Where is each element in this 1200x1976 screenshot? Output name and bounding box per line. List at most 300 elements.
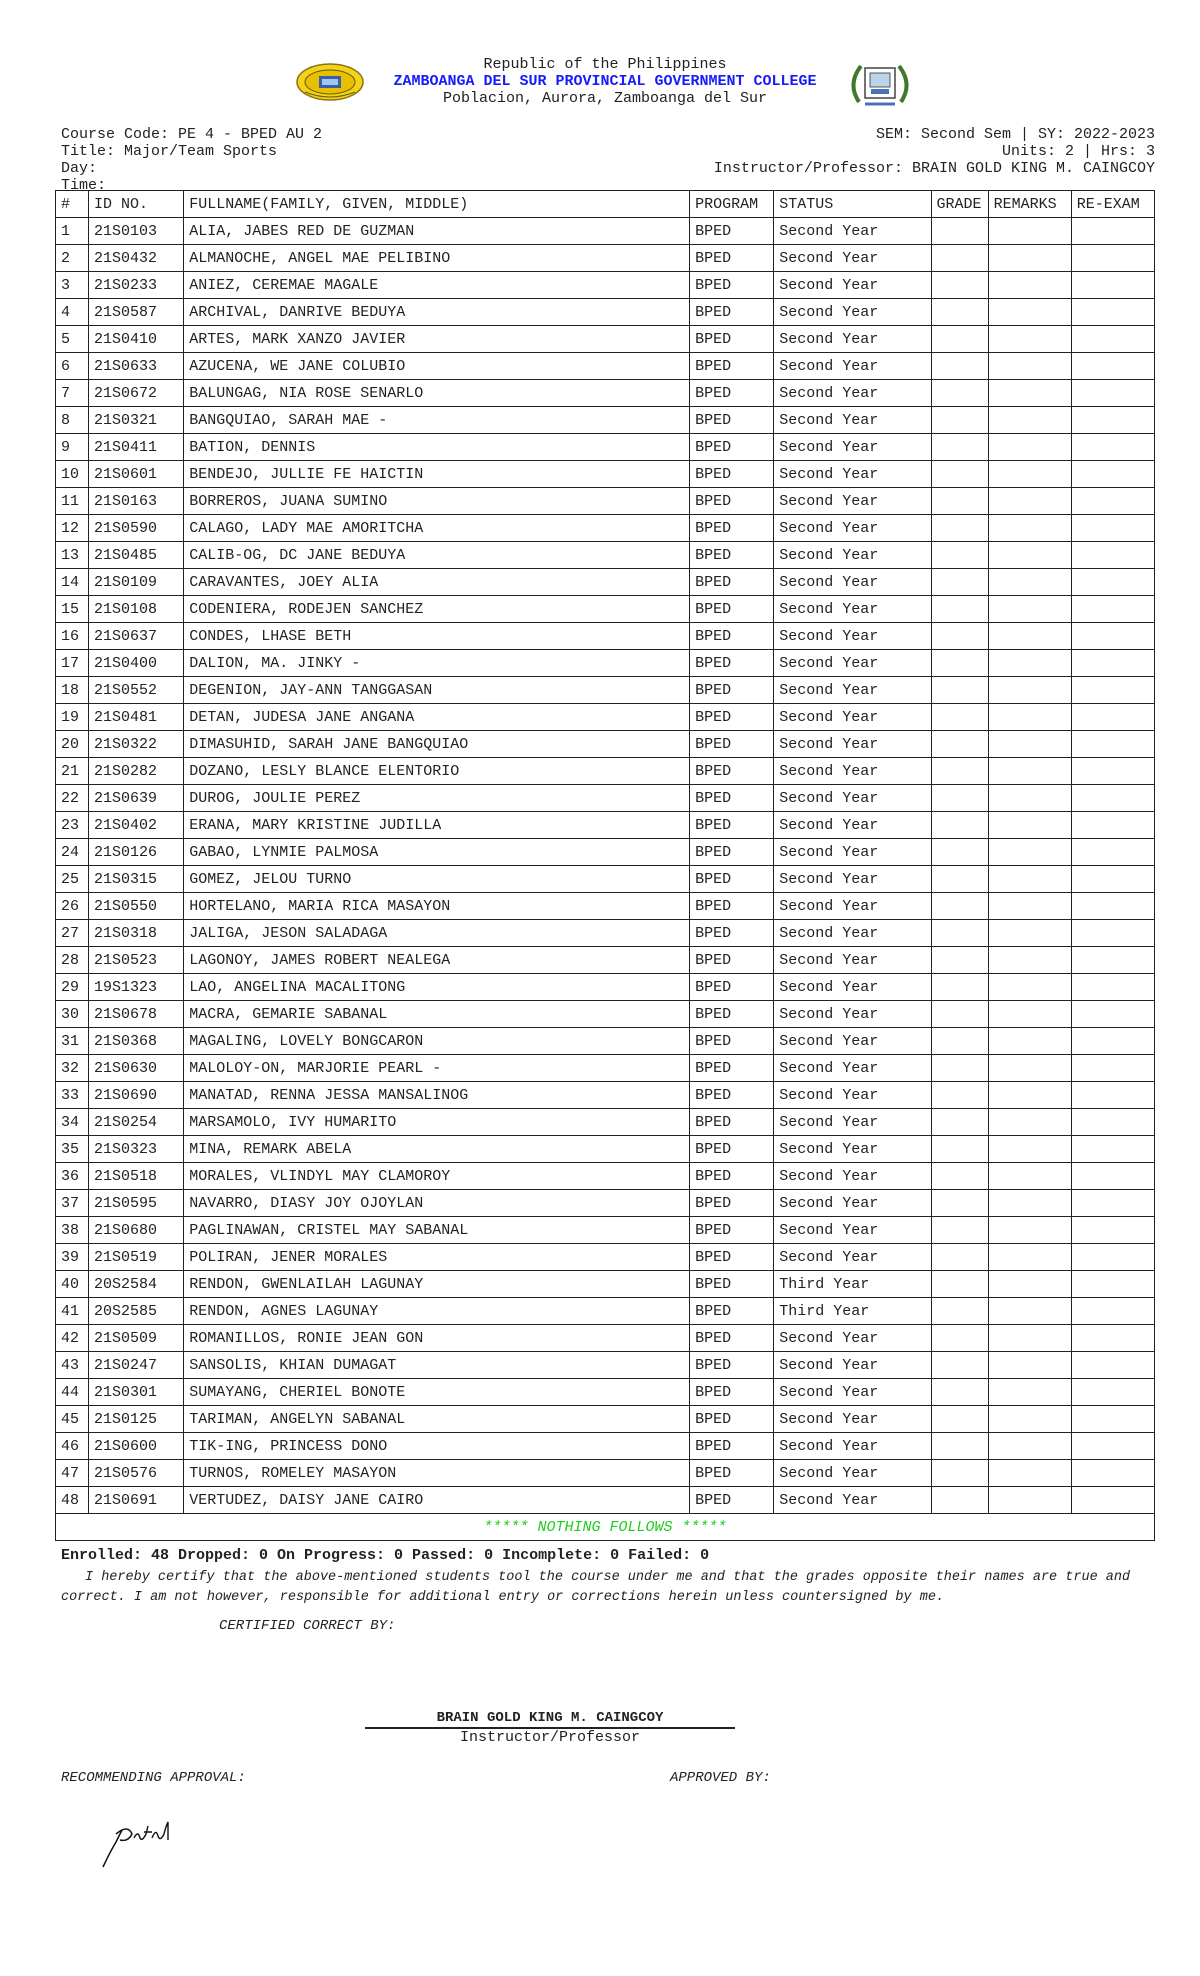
student-program: BPED (690, 515, 774, 542)
grade-cell (931, 1028, 988, 1055)
student-fullname: HORTELANO, MARIA RICA MASAYON (184, 893, 690, 920)
student-program: BPED (690, 353, 774, 380)
reexam-cell (1071, 893, 1154, 920)
reexam-cell (1071, 1109, 1154, 1136)
header-republic: Republic of the Philippines (483, 56, 727, 73)
student-status: Second Year (774, 677, 931, 704)
grade-cell (931, 272, 988, 299)
table-row (56, 218, 1155, 245)
reexam-cell (1071, 1298, 1154, 1325)
student-fullname: BATION, DENNIS (184, 434, 690, 461)
student-status: Second Year (774, 1082, 931, 1109)
enrollment-summary: Enrolled: 48 Dropped: 0 On Progress: 0 Passed: 0 Incomplete: 0 Failed: 0 (61, 1547, 710, 1564)
student-fullname: MANATAD, RENNA JESSA MANSALINOG (184, 1082, 690, 1109)
student-program: BPED (690, 758, 774, 785)
class-roster-table (55, 190, 1155, 1541)
row-number: 45 (56, 1406, 89, 1433)
reexam-cell (1071, 947, 1154, 974)
student-fullname: CARAVANTES, JOEY ALIA (184, 569, 690, 596)
table-row (56, 920, 1155, 947)
student-id: 20S2584 (89, 1271, 184, 1298)
student-status: Second Year (774, 1109, 931, 1136)
remarks-cell (988, 812, 1071, 839)
reexam-cell (1071, 1271, 1154, 1298)
table-row (56, 1433, 1155, 1460)
student-fullname: DEGENION, JAY-ANN TANGGASAN (184, 677, 690, 704)
grade-cell (931, 1217, 988, 1244)
row-number: 46 (56, 1433, 89, 1460)
grade-cell (931, 461, 988, 488)
reexam-cell (1071, 866, 1154, 893)
header-address: Poblacion, Aurora, Zamboanga del Sur (442, 90, 768, 107)
grade-cell (931, 1298, 988, 1325)
grade-cell (931, 407, 988, 434)
col-header-remarks: REMARKS (988, 191, 1071, 218)
student-program: BPED (690, 1298, 774, 1325)
student-status: Second Year (774, 785, 931, 812)
row-number: 4 (56, 299, 89, 326)
course-title: Title: Major/Team Sports (61, 143, 278, 160)
grade-cell (931, 1109, 988, 1136)
student-status: Second Year (774, 353, 931, 380)
remarks-cell (988, 947, 1071, 974)
student-id: 21S0590 (89, 515, 184, 542)
student-status: Second Year (774, 488, 931, 515)
grade-cell (931, 731, 988, 758)
student-status: Second Year (774, 623, 931, 650)
reexam-cell (1071, 245, 1154, 272)
student-program: BPED (690, 407, 774, 434)
student-id: 21S0368 (89, 1028, 184, 1055)
reexam-cell (1071, 569, 1154, 596)
student-status: Second Year (774, 218, 931, 245)
student-id: 21S0126 (89, 839, 184, 866)
row-number: 40 (56, 1271, 89, 1298)
table-row (56, 704, 1155, 731)
header-college-name: ZAMBOANGA DEL SUR PROVINCIAL GOVERNMENT COLLEGE (393, 73, 817, 90)
course-instructor: Instructor/Professor: BRAIN GOLD KING M. CAINGCOY (713, 160, 1155, 177)
row-number: 14 (56, 569, 89, 596)
row-number: 16 (56, 623, 89, 650)
remarks-cell (988, 1001, 1071, 1028)
grade-cell (931, 1487, 988, 1514)
student-id: 20S2585 (89, 1298, 184, 1325)
student-status: Second Year (774, 920, 931, 947)
grade-cell (931, 1433, 988, 1460)
student-program: BPED (690, 461, 774, 488)
student-id: 21S0481 (89, 704, 184, 731)
reexam-cell (1071, 596, 1154, 623)
student-program: BPED (690, 731, 774, 758)
table-row (56, 1298, 1155, 1325)
table-row (56, 893, 1155, 920)
table-row (56, 677, 1155, 704)
student-fullname: CONDES, LHASE BETH (184, 623, 690, 650)
student-fullname: ERANA, MARY KRISTINE JUDILLA (184, 812, 690, 839)
student-program: BPED (690, 893, 774, 920)
student-fullname: DETAN, JUDESA JANE ANGANA (184, 704, 690, 731)
student-id: 21S0518 (89, 1163, 184, 1190)
reexam-cell (1071, 1217, 1154, 1244)
reexam-cell (1071, 920, 1154, 947)
course-code: Course Code: PE 4 - BPED AU 2 (61, 126, 323, 143)
student-fullname: DALION, MA. JINKY - (184, 650, 690, 677)
student-fullname: MACRA, GEMARIE SABANAL (184, 1001, 690, 1028)
reexam-cell (1071, 1244, 1154, 1271)
student-status: Second Year (774, 1028, 931, 1055)
row-number: 33 (56, 1082, 89, 1109)
student-id: 21S0103 (89, 218, 184, 245)
grade-cell (931, 623, 988, 650)
student-fullname: CALAGO, LADY MAE AMORITCHA (184, 515, 690, 542)
student-id: 21S0108 (89, 596, 184, 623)
student-program: BPED (690, 596, 774, 623)
table-row (56, 461, 1155, 488)
remarks-cell (988, 461, 1071, 488)
student-status: Second Year (774, 731, 931, 758)
student-id: 21S0432 (89, 245, 184, 272)
handwritten-signature (98, 1812, 188, 1872)
grade-cell (931, 569, 988, 596)
table-row (56, 488, 1155, 515)
col-header-id: ID NO. (89, 191, 184, 218)
student-program: BPED (690, 866, 774, 893)
student-id: 21S0410 (89, 326, 184, 353)
student-program: BPED (690, 1217, 774, 1244)
student-status: Second Year (774, 461, 931, 488)
approved-by-label: APPROVED BY: (670, 1770, 771, 1786)
student-status: Second Year (774, 974, 931, 1001)
grade-cell (931, 326, 988, 353)
grade-cell (931, 947, 988, 974)
grade-cell (931, 1406, 988, 1433)
student-id: 21S0322 (89, 731, 184, 758)
student-status: Second Year (774, 1379, 931, 1406)
row-number: 39 (56, 1244, 89, 1271)
row-number: 22 (56, 785, 89, 812)
grade-cell (931, 920, 988, 947)
remarks-cell (988, 650, 1071, 677)
student-fullname: MORALES, VLINDYL MAY CLAMOROY (184, 1163, 690, 1190)
remarks-cell (988, 380, 1071, 407)
student-status: Second Year (774, 812, 931, 839)
row-number: 5 (56, 326, 89, 353)
row-number: 3 (56, 272, 89, 299)
grade-cell (931, 245, 988, 272)
student-program: BPED (690, 785, 774, 812)
recommending-approval-label: RECOMMENDING APPROVAL: (61, 1770, 246, 1786)
row-number: 23 (56, 812, 89, 839)
student-status: Second Year (774, 866, 931, 893)
table-row (56, 1109, 1155, 1136)
table-row (56, 1244, 1155, 1271)
remarks-cell (988, 1325, 1071, 1352)
table-row (56, 1136, 1155, 1163)
student-status: Second Year (774, 1487, 931, 1514)
student-program: BPED (690, 677, 774, 704)
remarks-cell (988, 866, 1071, 893)
student-fullname: POLIRAN, JENER MORALES (184, 1244, 690, 1271)
col-header-program: PROGRAM (690, 191, 774, 218)
student-program: BPED (690, 542, 774, 569)
row-number: 34 (56, 1109, 89, 1136)
student-id: 21S0315 (89, 866, 184, 893)
reexam-cell (1071, 1379, 1154, 1406)
grade-cell (931, 542, 988, 569)
student-id: 21S0595 (89, 1190, 184, 1217)
row-number: 42 (56, 1325, 89, 1352)
student-status: Second Year (774, 380, 931, 407)
grade-cell (931, 1271, 988, 1298)
reexam-cell (1071, 1433, 1154, 1460)
reexam-cell (1071, 1055, 1154, 1082)
grade-cell (931, 353, 988, 380)
student-status: Second Year (774, 947, 931, 974)
row-number: 35 (56, 1136, 89, 1163)
student-program: BPED (690, 974, 774, 1001)
reexam-cell (1071, 839, 1154, 866)
remarks-cell (988, 569, 1071, 596)
student-id: 21S0637 (89, 623, 184, 650)
student-fullname: TURNOS, ROMELEY MASAYON (184, 1460, 690, 1487)
col-header-grade: GRADE (931, 191, 988, 218)
table-row (56, 1082, 1155, 1109)
reexam-cell (1071, 434, 1154, 461)
student-status: Second Year (774, 893, 931, 920)
student-fullname: RENDON, AGNES LAGUNAY (184, 1298, 690, 1325)
student-id: 21S0678 (89, 1001, 184, 1028)
student-program: BPED (690, 1325, 774, 1352)
student-status: Second Year (774, 434, 931, 461)
table-row (56, 1406, 1155, 1433)
row-number: 26 (56, 893, 89, 920)
table-row (56, 326, 1155, 353)
reexam-cell (1071, 272, 1154, 299)
student-status: Second Year (774, 650, 931, 677)
grade-cell (931, 1136, 988, 1163)
remarks-cell (988, 245, 1071, 272)
certified-correct-label: CERTIFIED CORRECT BY: (219, 1618, 396, 1634)
student-program: BPED (690, 1190, 774, 1217)
table-row (56, 974, 1155, 1001)
grade-cell (931, 1460, 988, 1487)
student-status: Third Year (774, 1271, 931, 1298)
grade-cell (931, 1244, 988, 1271)
student-status: Second Year (774, 569, 931, 596)
student-id: 21S0254 (89, 1109, 184, 1136)
remarks-cell (988, 785, 1071, 812)
student-fullname: BALUNGAG, NIA ROSE SENARLO (184, 380, 690, 407)
reexam-cell (1071, 1460, 1154, 1487)
student-program: BPED (690, 326, 774, 353)
grade-cell (931, 704, 988, 731)
row-number: 21 (56, 758, 89, 785)
grade-cell (931, 1325, 988, 1352)
table-row (56, 1460, 1155, 1487)
remarks-cell (988, 272, 1071, 299)
reexam-cell (1071, 704, 1154, 731)
student-fullname: SANSOLIS, KHIAN DUMAGAT (184, 1352, 690, 1379)
table-row (56, 947, 1155, 974)
student-fullname: GABAO, LYNMIE PALMOSA (184, 839, 690, 866)
student-status: Second Year (774, 758, 931, 785)
student-program: BPED (690, 1379, 774, 1406)
row-number: 18 (56, 677, 89, 704)
row-number: 30 (56, 1001, 89, 1028)
table-row (56, 866, 1155, 893)
signatory-name: BRAIN GOLD KING M. CAINGCOY (365, 1710, 735, 1729)
grade-cell (931, 488, 988, 515)
student-id: 21S0680 (89, 1217, 184, 1244)
student-fullname: LAGONOY, JAMES ROBERT NEALEGA (184, 947, 690, 974)
reexam-cell (1071, 326, 1154, 353)
grade-cell (931, 650, 988, 677)
table-row (56, 1325, 1155, 1352)
student-program: BPED (690, 1109, 774, 1136)
student-id: 19S1323 (89, 974, 184, 1001)
certification-statement: I hereby certify that the above-mentioned students tool the course under me and that the grades opposite their names are true and correct. I am not however, responsible for additional entry or corrections herein unless countersigned by me. (61, 1570, 1131, 1605)
student-id: 21S0318 (89, 920, 184, 947)
student-fullname: JALIGA, JESON SALADAGA (184, 920, 690, 947)
province-seal-icon (845, 58, 915, 110)
reexam-cell (1071, 407, 1154, 434)
remarks-cell (988, 974, 1071, 1001)
row-number: 13 (56, 542, 89, 569)
student-fullname: AZUCENA, WE JANE COLUBIO (184, 353, 690, 380)
reexam-cell (1071, 1163, 1154, 1190)
student-fullname: MALOLOY-ON, MARJORIE PEARL - (184, 1055, 690, 1082)
reexam-cell (1071, 353, 1154, 380)
grade-cell (931, 812, 988, 839)
remarks-cell (988, 1352, 1071, 1379)
student-status: Second Year (774, 245, 931, 272)
row-number: 1 (56, 218, 89, 245)
table-row (56, 758, 1155, 785)
student-id: 21S0630 (89, 1055, 184, 1082)
student-program: BPED (690, 704, 774, 731)
student-program: BPED (690, 1244, 774, 1271)
reexam-cell (1071, 542, 1154, 569)
student-id: 21S0552 (89, 677, 184, 704)
grade-cell (931, 1163, 988, 1190)
col-header-fullname: FULLNAME(FAMILY, GIVEN, MIDDLE) (184, 191, 690, 218)
row-number: 17 (56, 650, 89, 677)
table-row (56, 650, 1155, 677)
student-id: 21S0109 (89, 569, 184, 596)
student-id: 21S0323 (89, 1136, 184, 1163)
student-program: BPED (690, 920, 774, 947)
student-id: 21S0163 (89, 488, 184, 515)
student-program: BPED (690, 1136, 774, 1163)
row-number: 38 (56, 1217, 89, 1244)
student-fullname: ROMANILLOS, RONIE JEAN GON (184, 1325, 690, 1352)
student-program: BPED (690, 380, 774, 407)
row-number: 11 (56, 488, 89, 515)
reexam-cell (1071, 785, 1154, 812)
row-number: 6 (56, 353, 89, 380)
student-status: Second Year (774, 1136, 931, 1163)
student-status: Second Year (774, 704, 931, 731)
row-number: 9 (56, 434, 89, 461)
row-number: 12 (56, 515, 89, 542)
college-seal-icon (295, 62, 365, 102)
row-number: 48 (56, 1487, 89, 1514)
student-fullname: ARCHIVAL, DANRIVE BEDUYA (184, 299, 690, 326)
student-id: 21S0233 (89, 272, 184, 299)
course-day: Day: (61, 160, 98, 177)
reexam-cell (1071, 1352, 1154, 1379)
grade-cell (931, 299, 988, 326)
student-program: BPED (690, 1460, 774, 1487)
student-id: 21S0576 (89, 1460, 184, 1487)
student-fullname: MAGALING, LOVELY BONGCARON (184, 1028, 690, 1055)
row-number: 15 (56, 596, 89, 623)
reexam-cell (1071, 1190, 1154, 1217)
student-fullname: DUROG, JOULIE PEREZ (184, 785, 690, 812)
reexam-cell (1071, 650, 1154, 677)
row-number: 47 (56, 1460, 89, 1487)
student-status: Second Year (774, 326, 931, 353)
reexam-cell (1071, 1487, 1154, 1514)
table-row (56, 812, 1155, 839)
student-program: BPED (690, 1433, 774, 1460)
grade-cell (931, 1190, 988, 1217)
student-id: 21S0519 (89, 1244, 184, 1271)
signatory-role: Instructor/Professor (459, 1729, 641, 1746)
student-fullname: GOMEZ, JELOU TURNO (184, 866, 690, 893)
table-row (56, 1055, 1155, 1082)
student-status: Second Year (774, 1460, 931, 1487)
reexam-cell (1071, 758, 1154, 785)
student-id: 21S0690 (89, 1082, 184, 1109)
grade-cell (931, 866, 988, 893)
remarks-cell (988, 1271, 1071, 1298)
remarks-cell (988, 839, 1071, 866)
student-id: 21S0601 (89, 461, 184, 488)
row-number: 44 (56, 1379, 89, 1406)
remarks-cell (988, 218, 1071, 245)
student-program: BPED (690, 1082, 774, 1109)
grade-cell (931, 1379, 988, 1406)
student-status: Second Year (774, 1001, 931, 1028)
student-program: BPED (690, 1001, 774, 1028)
course-info (55, 126, 1155, 194)
grade-cell (931, 758, 988, 785)
student-fullname: DOZANO, LESLY BLANCE ELENTORIO (184, 758, 690, 785)
reexam-cell (1071, 974, 1154, 1001)
nothing-follows-row (56, 1514, 1155, 1541)
row-number: 32 (56, 1055, 89, 1082)
row-number: 36 (56, 1163, 89, 1190)
table-row (56, 1163, 1155, 1190)
row-number: 8 (56, 407, 89, 434)
reexam-cell (1071, 461, 1154, 488)
student-status: Third Year (774, 1298, 931, 1325)
remarks-cell (988, 758, 1071, 785)
remarks-cell (988, 299, 1071, 326)
table-row (56, 353, 1155, 380)
remarks-cell (988, 1460, 1071, 1487)
table-row (56, 1379, 1155, 1406)
remarks-cell (988, 1406, 1071, 1433)
student-fullname: RENDON, GWENLAILAH LAGUNAY (184, 1271, 690, 1298)
student-fullname: BANGQUIAO, SARAH MAE - (184, 407, 690, 434)
grade-cell (931, 785, 988, 812)
row-number: 31 (56, 1028, 89, 1055)
remarks-cell (988, 1082, 1071, 1109)
student-program: BPED (690, 812, 774, 839)
student-id: 21S0321 (89, 407, 184, 434)
